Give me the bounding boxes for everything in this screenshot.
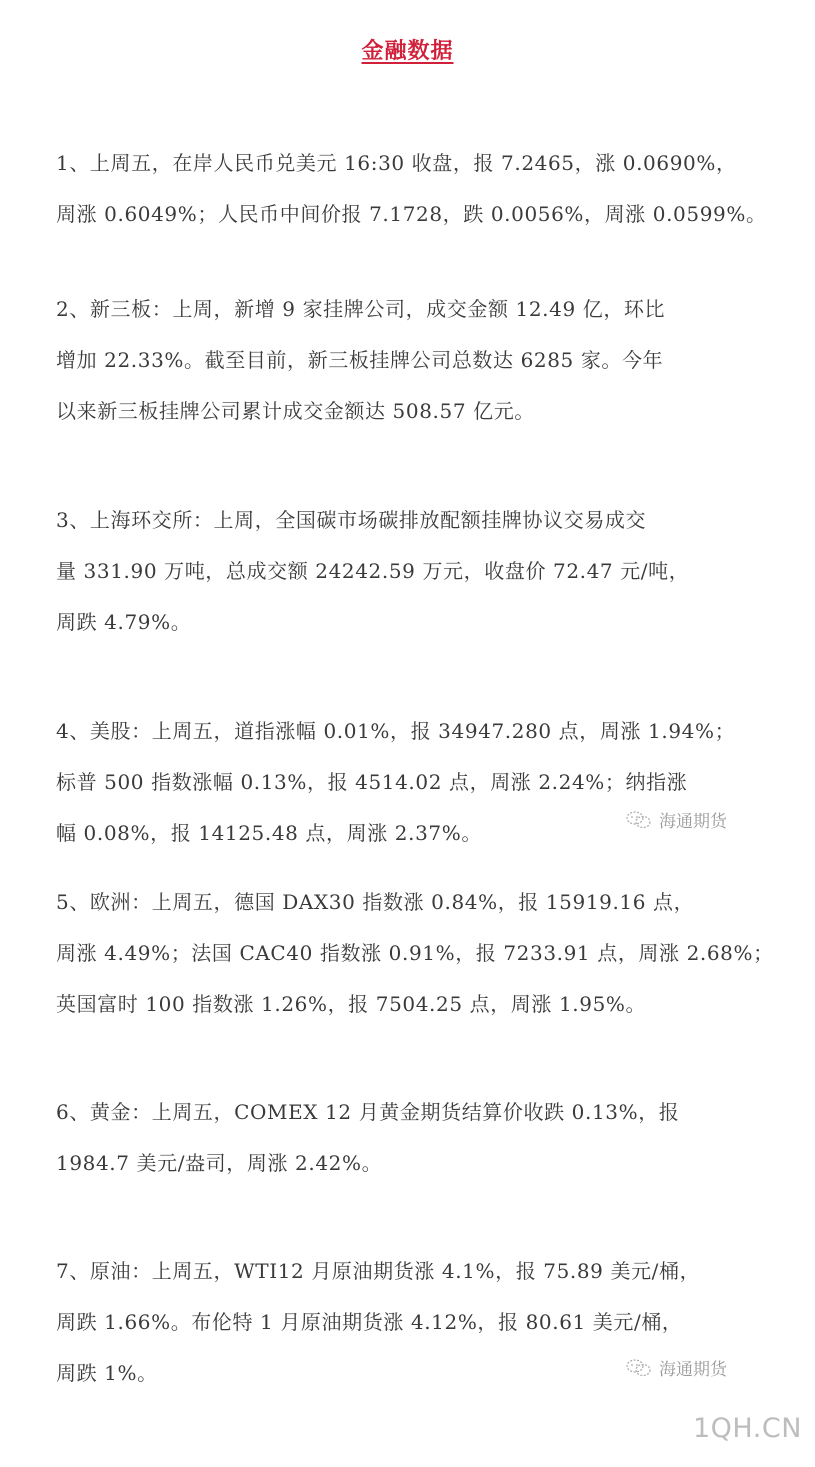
item-2-neeq [56,284,776,437]
item-line: 标普 500 指数涨幅 0.13%，报 4514.02 点，周涨 2.24%；纳指涨 [56,770,688,794]
watermark-label: 海通期货 [659,1360,727,1380]
item-line: 2、新三板：上周，新增 9 家挂牌公司，成交金额 12.49 亿，环比 [56,297,666,321]
item-line: 3、上海环交所：上周，全国碳市场碳排放配额挂牌协议交易成交 [56,508,647,532]
item-line: 周涨 4.49%；法国 CAC40 指数涨 0.91%，报 7233.91 点，周涨 2.68%； [56,941,774,965]
item-4-us-stocks [56,706,776,859]
item-6-gold [56,1087,776,1189]
item-5-europe [56,877,776,1030]
item-1-rmb-fx [56,138,776,240]
item-line: 7、原油：上周五，WTI12 月原油期货涨 4.1%，报 75.89 美元/桶， [56,1259,701,1283]
item-line: 周跌 4.79%。 [56,610,192,634]
site-watermark: 1QH.CN [693,1413,802,1444]
item-line: 英国富时 100 指数涨 1.26%，报 7504.25 点，周涨 1.95%。 [56,992,647,1016]
item-line: 增加 22.33%。截至目前，新三板挂牌公司总数达 6285 家。今年 [56,348,664,372]
item-3-carbon-market [56,495,776,648]
item-line: 周跌 1%。 [56,1361,158,1385]
watermark-label: 海通期货 [659,812,727,832]
item-line: 4、美股：上周五，道指涨幅 0.01%，报 34947.280 点，周涨 1.94%； [56,719,736,743]
page-title: 金融数据 [361,39,454,64]
item-line: 5、欧洲：上周五，德国 DAX30 指数涨 0.84%，报 15919.16 点， [56,890,695,914]
item-line: 6、黄金：上周五，COMEX 12 月黄金期货结算价收跌 0.13%，报 [56,1100,680,1124]
item-line: 1984.7 美元/盎司，周涨 2.42%。 [56,1151,383,1175]
item-line: 周涨 0.6049%；人民币中间价报 7.1728，跌 0.0056%，周涨 0.0599%。 [56,202,767,226]
item-line: 量 331.90 万吨，总成交额 24242.59 万元，收盘价 72.47 元/吨， [56,559,690,583]
item-line: 以来新三板挂牌公司累计成交金额达 508.57 亿元。 [56,399,535,423]
wechat-icon [625,1358,653,1378]
watermark-haitong-1 [625,807,727,832]
wechat-icon [625,810,653,830]
item-line: 周跌 1.66%。布伦特 1 月原油期货涨 4.12%，报 80.61 美元/桶， [56,1310,683,1334]
item-line: 幅 0.08%，报 14125.48 点，周涨 2.37%。 [56,821,482,845]
item-line: 1、上周五，在岸人民币兑美元 16:30 收盘，报 7.2465，涨 0.0690%， [56,151,737,175]
watermark-haitong-2 [625,1355,727,1380]
